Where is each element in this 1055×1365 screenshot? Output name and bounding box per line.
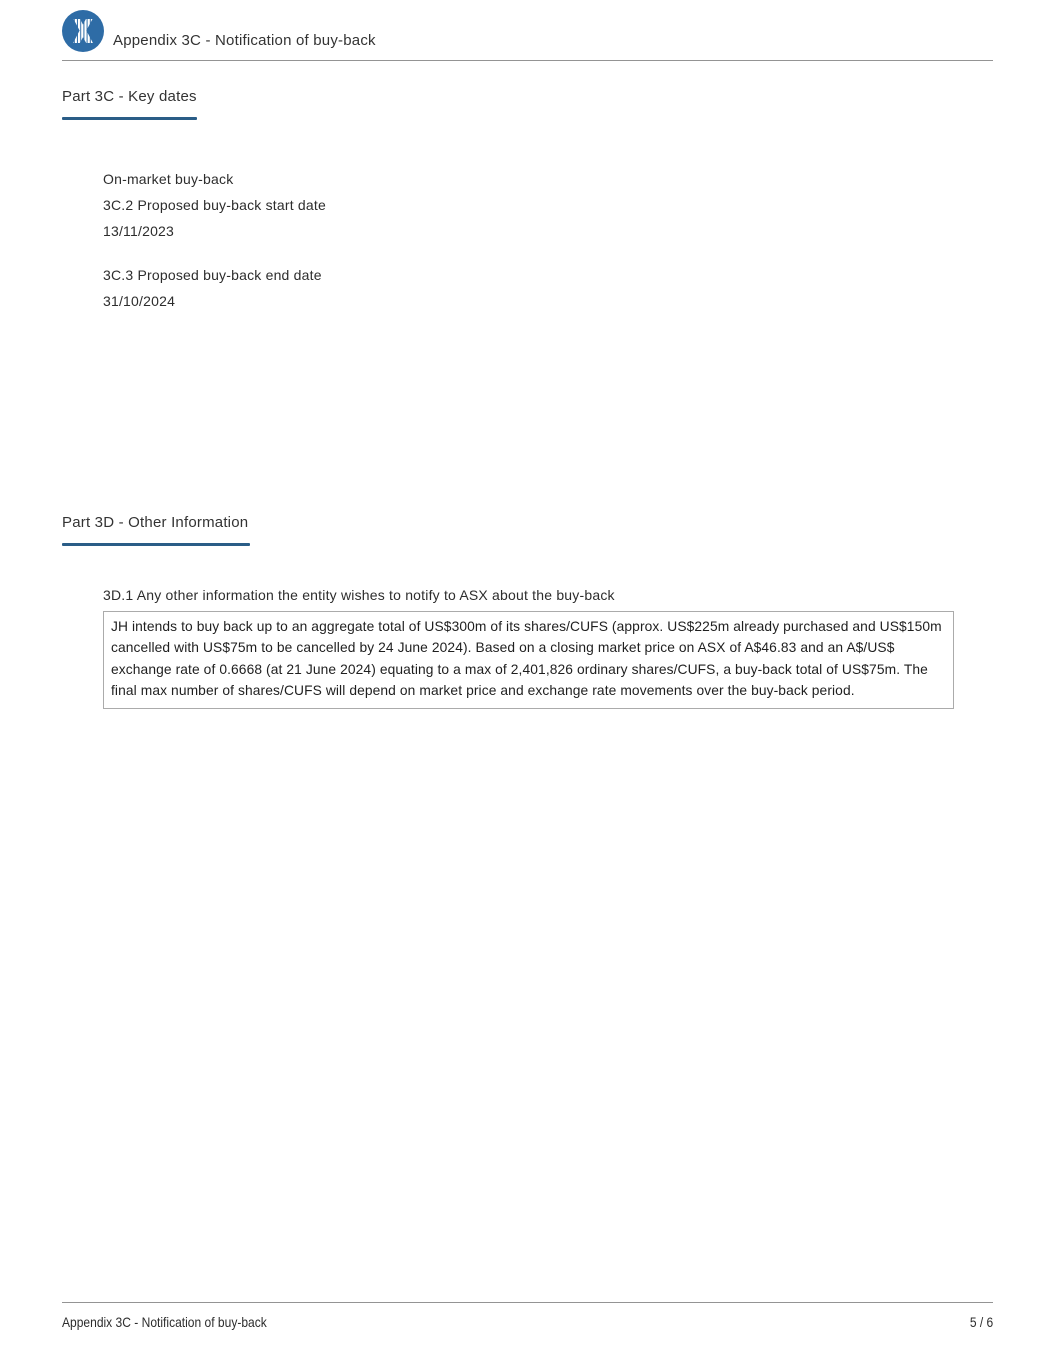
section-part-3d <box>62 514 993 709</box>
header-title: Appendix 3C - Notification of buy-back <box>113 32 376 49</box>
part-3c-title: Part 3C - Key dates <box>62 88 197 105</box>
asx-logo-icon <box>62 10 104 52</box>
field-3c3-value: 31/10/2024 <box>103 293 176 309</box>
field-3c2-label: 3C.2 Proposed buy-back start date <box>103 197 326 213</box>
footer-page-number: 5 / 6 <box>969 1314 993 1330</box>
question-3d1-label: 3D.1 Any other information the entity wishes to notify to ASX about the buy-back <box>103 587 615 603</box>
part-3d-underline <box>62 543 250 546</box>
footer-title: Appendix 3C - Notification of buy-back <box>62 1314 267 1330</box>
field-3c3-label: 3C.3 Proposed buy-back end date <box>103 267 322 283</box>
part-3c-underline <box>62 117 197 120</box>
part-3d-title: Part 3D - Other Information <box>62 514 249 531</box>
page-header <box>62 0 993 61</box>
section-part-3c <box>62 88 993 314</box>
answer-3d1-text: JH intends to buy back up to an aggregate total of US$300m of its shares/CUFS (approx. US$225m already purchased and US$150m cancelled with US$75m to be cancelled by 24 June 2024). Based on a closing market price on ASX of A$46.83 and an A$/US$ exchange rate of 0.6668 (at 21 June 2024) equating to a max of 2,401,826 ordinary shares/CUFS, a buy-back total of US$75m. The final max number of shares/CUFS will depend on market price and exchange rate movements over the buy-back period. <box>111 619 942 699</box>
subsection-label: On-market buy-back <box>103 171 234 187</box>
page-footer <box>62 1302 993 1365</box>
field-3c2-value: 13/11/2023 <box>103 223 175 239</box>
answer-3d1-box <box>103 611 954 709</box>
